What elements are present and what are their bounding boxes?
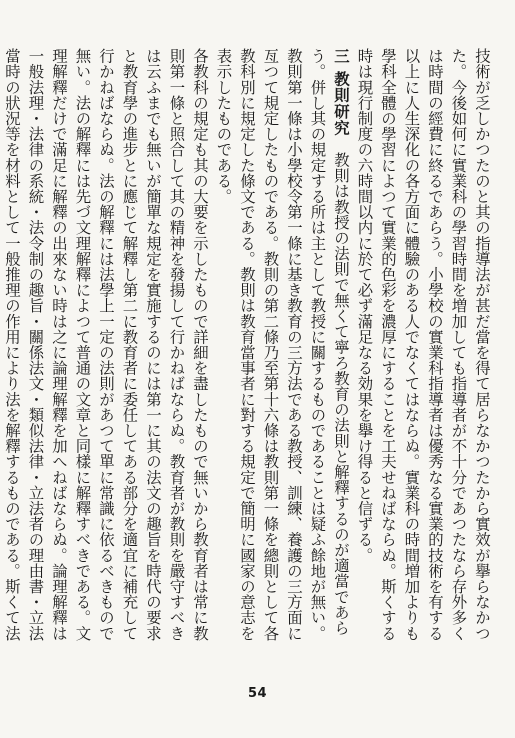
page-number: 54 xyxy=(247,686,268,701)
paragraph-practical-subjects: 技術が乏しかつたのと其の指導法が甚だ當を得て居らなかつたから實效が擧らなかつた。今後如何に實業科の學習時間を増加しても指導者が不十分であつたなら存外多くは時間の經費に終るであらう。小學校の實業科指導者は優秀なる實業的技術を有する以上に人生深化の各方面に體驗のある人でなくてはならぬ。實業科の時間増加よりも學科全體の學習によつて實業的色彩を濃厚にすることを工夫せねばならぬ。斯くする時は現行制度の六時間以内に於て必ず滿足なる効果を擧け得ると信ずる。 xyxy=(355,48,491,641)
vertical-text-block xyxy=(3,48,493,656)
paragraph-interpretation: 各教科の規定も其の大要を示したもので詳細を盡したもので無いから教育者は常に教則第一條と照合して其の精神を發揚して行かねばならぬ。教育者が教則を嚴守すべきは云ふまでも無いが簡單な規定を實施するのには第一に其の法文の趣旨を時代の要求と教育學の進步とに應じて解釋し第二に教育者に委任してある部分を適宜に補充して行かねばならぬ。法の解釋には法學上一定の法則があつて單に常識に依るべきもので無い。法の解釋には先づ文理解釋によつて普通の文章と同樣に解釋すべきである。文理解釋だけで滿足に解釋の出來ない時は之に論理解釋を加へねばならぬ。論理解釋は一般法理・法律の系統・法令制の趣旨・關係法文・類似法律・立法者の理由書・立法當時の狀況等を材料として一般推理の作用により法を解釋するものである。斯くて法 xyxy=(3,48,209,641)
section-3 xyxy=(211,48,352,656)
section-heading: 三 教則研究 xyxy=(332,48,350,137)
paragraph-teaching-rules: 教則は教授の法則で無くて寧ろ教育の法則と解釋するのが適當であらう。併し其の規定する所は主として教授に關するものであることは疑ふ餘地が無い。教則第一條は小學校令第一條に基き教育の三方法である教授、訓練、養護の三方面に亙つて規定したものである。教則の第二條乃至第十六條は教則第一條を總則として各教科別に規定した條文である。教則は教育當事者に對する規定で簡明に國家の意志を表示したものである。 xyxy=(214,48,350,641)
